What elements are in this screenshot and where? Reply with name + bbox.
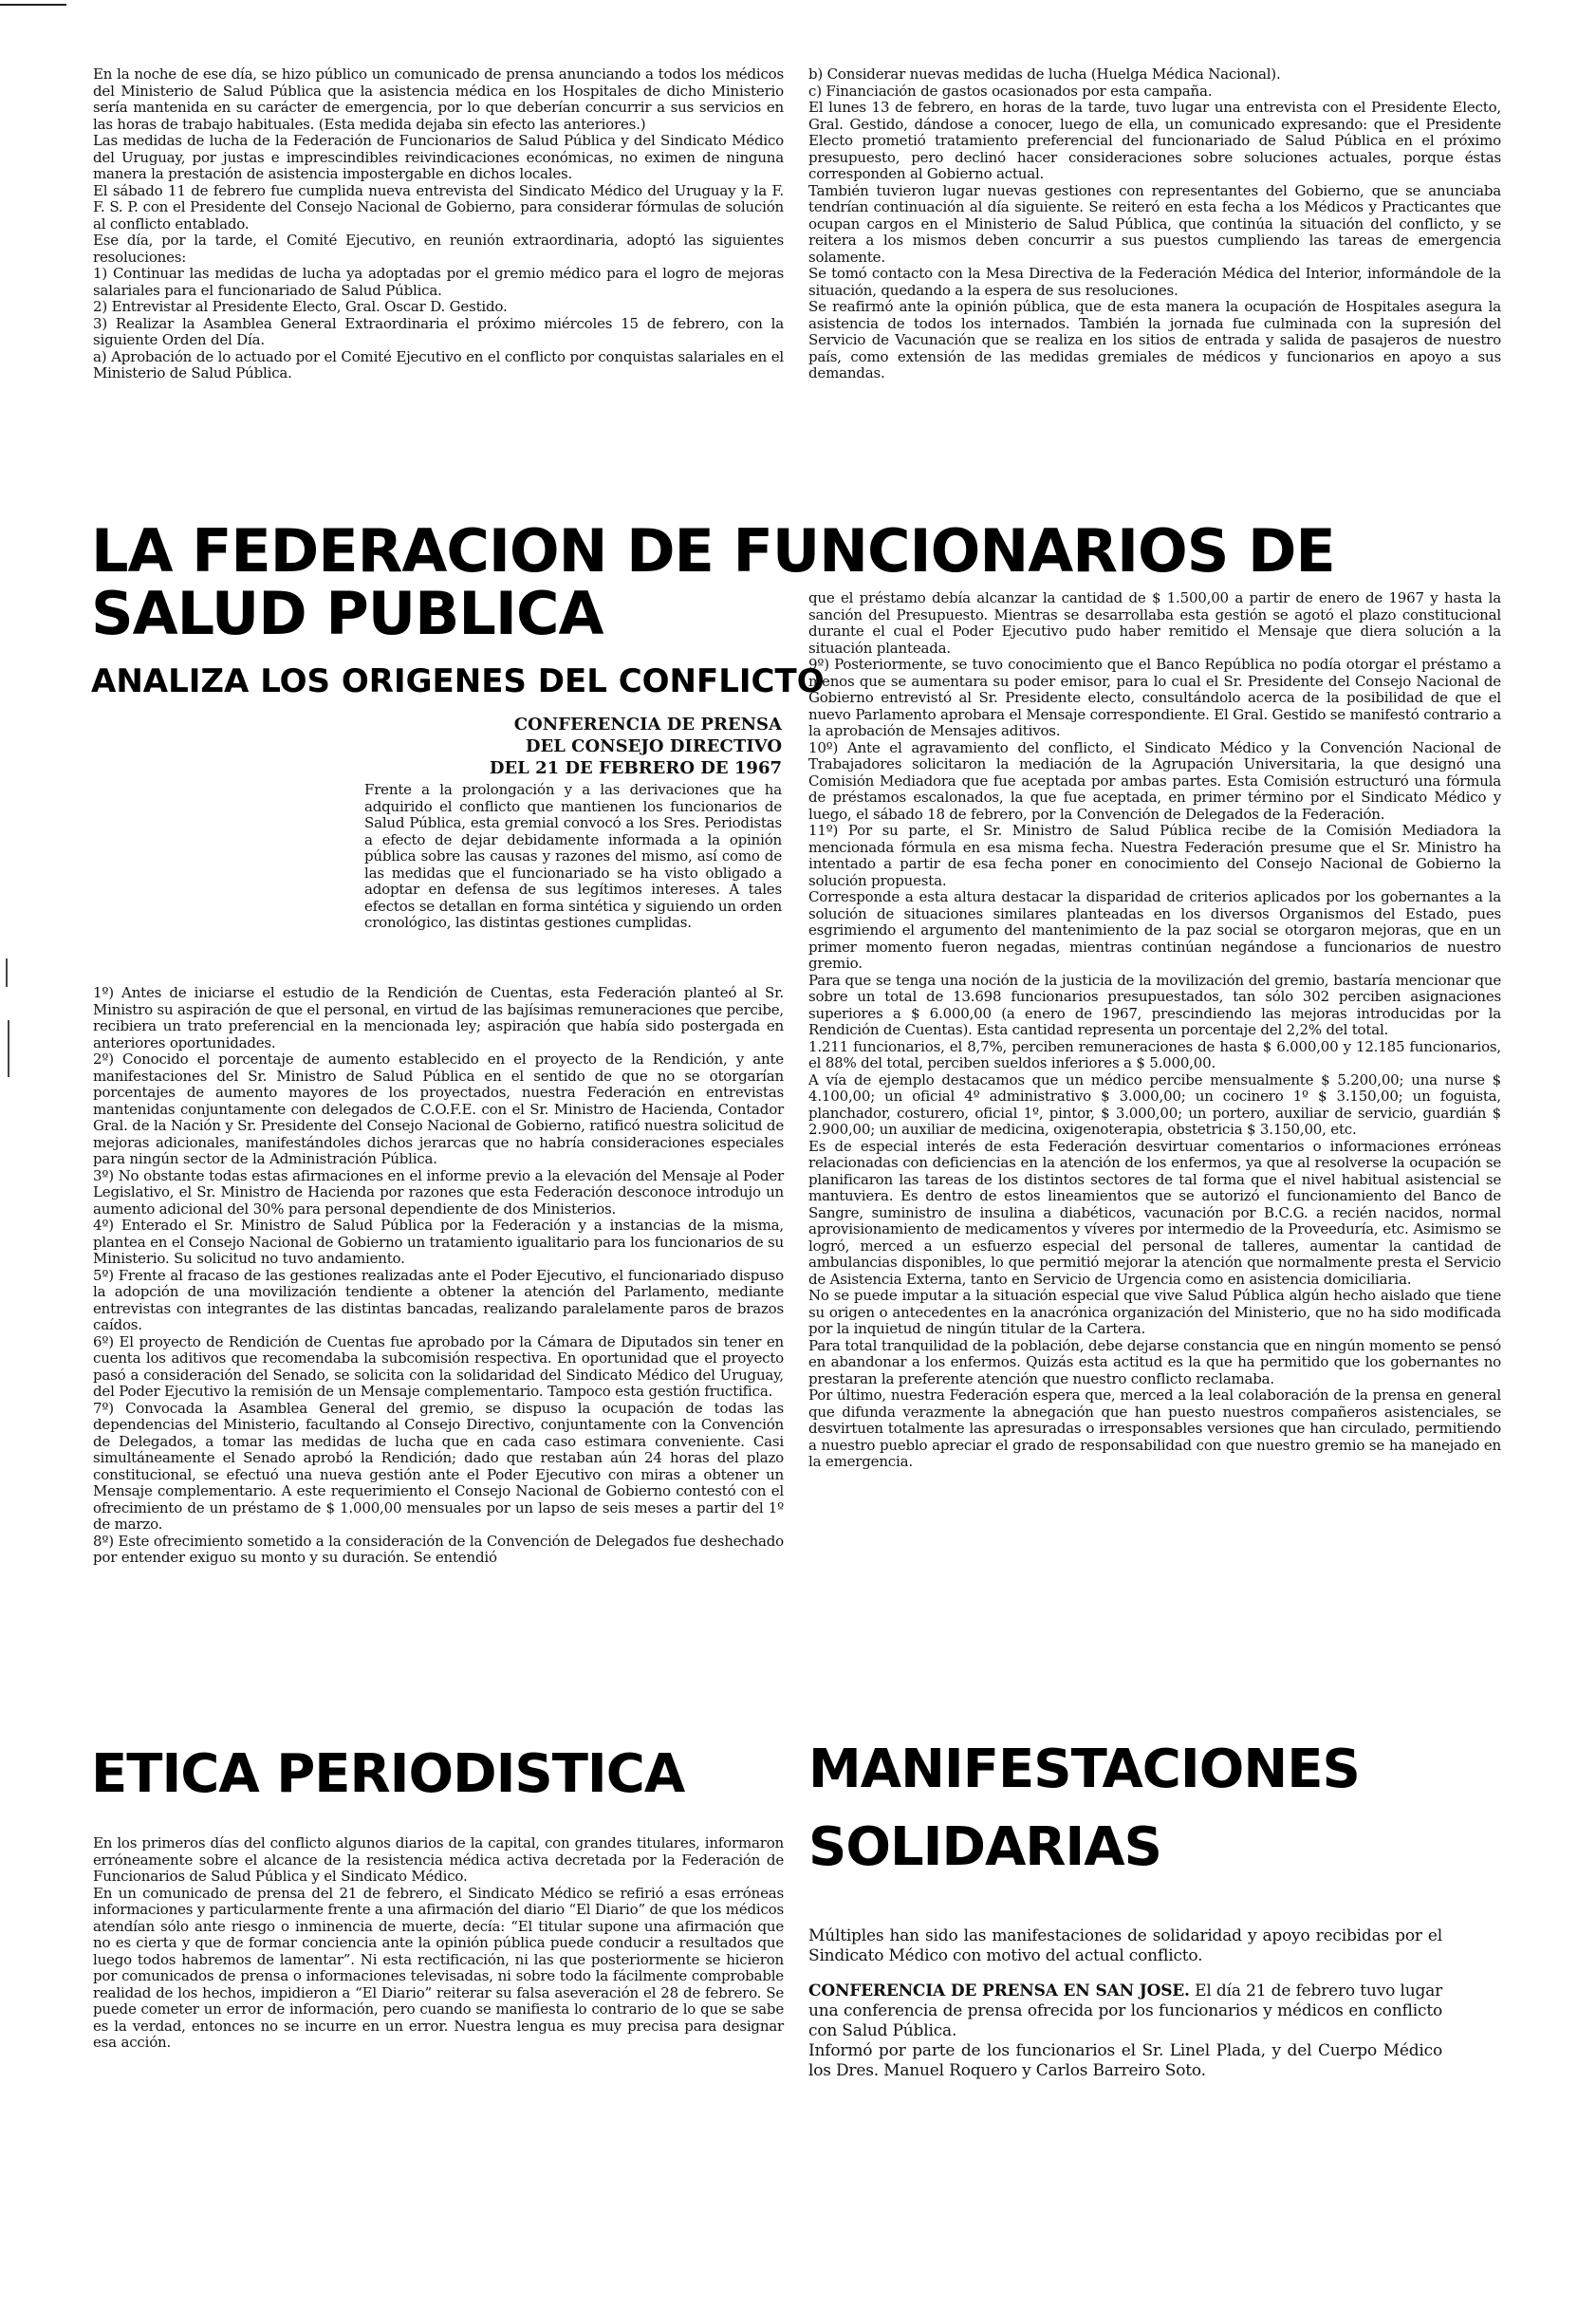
numbered-paragraph: 1º) Antes de iniciarse el estudio de la Rendición de Cuentas, esta Federación planteó al Sr. Ministro su aspiración de que el personal, en virtud de las bajísimas remuneraciones que percibe, recibiera un trato preferencial en la mencionada ley; aspiración que había sido postergada en anteriores oportunidades. — [93, 984, 784, 1051]
paragraph: En la noche de ese día, se hizo público un comunicado de prensa anunciando a todos los médicos del Ministerio de Salud Pública que la asistencia médica en los Hospitales de dicho Ministerio sería mantenida en su carácter de emergencia, por lo que deberían concurrir a sus servicios en las horas de trabajo habituales. (Esta medida dejaba sin efecto las anteriores.) — [93, 65, 784, 133]
paragraph: También tuvieron lugar nuevas gestiones con representantes del Gobierno, que se anunciaba tendrían continuación al día siguiente. Se reiteró en esta fecha a los Médicos y Practicantes que ocupan cargos en el Ministerio de Salud Pública, que continúa la situación del conflicto, y se reitera a los mismos deben concurrir a sus puestos cumpliendo las tareas de emergencia solamente. — [808, 181, 1501, 266]
top-left-column — [93, 66, 784, 382]
manifestaciones-body — [808, 1926, 1442, 2081]
federacion-right-column — [808, 590, 1501, 1471]
paragraph: 1.211 funcionarios, el 8,7%, perciben remuneraciones de hasta $ 6.000,00 y 12.185 funcionarios, el 88% del total, perciben sueldos inferiores a $ 5.000,00. — [808, 1037, 1501, 1071]
federacion-intro: Frente a la prolongación y a las derivaciones que ha adquirido el conflicto que mantienen los funcionarios de Salud Pública, esta gremial convocó a los Sres. Periodistas a efecto de dejar debidamente informada a la opinión pública sobre las causas y razones del mismo, así como de las medidas que el funcionariado se ha visto obligado a adoptar en defensa de sus legítimos intereses. A tales efectos se detallan en forma sintética y siguiendo un orden cronológico, las distintas gestiones cumplidas. — [364, 781, 782, 931]
etica-body — [93, 1835, 784, 2052]
margin-mark — [8, 1020, 9, 1077]
paragraph: Es de especial interés de esta Federación desvirtuar comentarios o informaciones erróneas relacionadas con deficiencias en la atención de los enfermos, ya que al resolverse la ocupación se planificaron las tareas de los distintos sectores de tal forma que el nivel habitual asistencial se mantuviera. Es dentro de estos lineamientos que se autorizó el funcionamiento del Banco de Sangre, suministro de insulina a diabéticos, vacunación por B.C.G. a recién nacidos, normal aprovisionamiento de medicamentos y víveres por intermedio de la Proveeduría, etc. Asimismo se logró, merced a un esfuerzo especial del personal de talleres, aumentar la cantidad de ambulancias disponibles, lo que permitió mejorar la atención que normalmente presta el Servicio de Asistencia Externa, tanto en Servicio de Urgencia como en asistencia domiciliaria. — [808, 1137, 1501, 1288]
numbered-paragraph: 7º) Convocada la Asamblea General del gremio, se dispuso la ocupación de todas las dependencias del Ministerio, facultando al Consejo Directivo, conjuntamente con la Convención de Delegados, a tomar las medidas de lucha que en cada caso estimara conveniente. Casi simultáneamente el Senado aprobó la Rendición; dado que restaban aún 24 horas del plazo constitucional, se efectuó una nueva gestión ante el Poder Ejecutivo con miras a obtener un Mensaje complementario. A este requerimiento el Consejo Nacional de Gobierno contestó con el ofrecimiento de un préstamo de $ 1.000,00 mensuales por un lapso de seis meses a partir del 1º de marzo. — [93, 1399, 784, 1533]
paragraph: A vía de ejemplo destacamos que un médico percibe mensualmente $ 5.200,00; una nurse $ 4.100,00; un oficial 4º administrativo $ 3.000,00; un cocinero 1º $ 3.150,00; un foguista, planchador, costurero, oficial 1º, pintor, $ 3.000,00; un portero, auxiliar de servicio, guardián $ 2.900,00; un auxiliar de medicina, oxigenoterapia, obstetricia $ 3.150,00, etc. — [808, 1070, 1501, 1138]
conference-label: CONFERENCIA DE PRENSA EN SAN JOSE. — [808, 1981, 1190, 2000]
paragraph: 11º) Por su parte, el Sr. Ministro de Salud Pública recibe de la Comisión Mediadora la mencionada fórmula en esa misma fecha. Nuestra Federación presume que el Sr. Ministro ha intentado a partir de esa fecha poner en conocimiento del Consejo Nacional de Gobierno la solución propuesta. — [808, 822, 1501, 889]
paragraph: que el préstamo debía alcanzar la cantidad de $ 1.500,00 a partir de enero de 1967 y hasta la sanción del Presupuesto. Mientras se desarrollaba esta gestión se agotó el plazo constitucional durante el cual el Poder Ejecutivo pudo haber remitido el Mensaje que diera solución a la situación planteada. — [808, 589, 1501, 657]
manifestaciones-title-line2: SOLIDARIAS — [808, 1816, 1161, 1878]
top-right-column — [808, 66, 1501, 382]
paragraph: b) Considerar nuevas medidas de lucha (Huelga Médica Nacional). — [808, 65, 1281, 83]
paragraph: No se puede imputar a la situación especial que vive Salud Pública algún hecho aislado que tiene su origen o antecedentes en la anacrónica organización del Ministerio, que no ha sido modificada por la inquietud de ningún titular de la Cartera. — [808, 1287, 1501, 1337]
numbered-paragraph: 2º) Conocido el porcentaje de aumento establecido en el proyecto de la Rendición, y ante manifestaciones del Sr. Ministro de Salud Pública en el sentido de que no se otorgarían porcentajes de aumento mayores de los proyectados, nuestra Federación en entrevistas mantenidas conjuntamente con delegados de C.O.F.E. con el Sr. Ministro de Hacienda, Contador Gral. de la Nación y Sr. Presidente del Consejo Nacional de Gobierno, ratificó nuestra solicitud de mejoras adicionales, manifestándoles dichos jerarcas que no habría consideraciones especiales para ningún sector de la Administración Pública. — [93, 1051, 784, 1167]
paragraph: El lunes 13 de febrero, en horas de la tarde, tuvo lugar una entrevista con el Presidente Electo, Gral. Gestido, dándose a conocer, luego de ella, un comunicado expresando: que el Presidente Electo prometió tratamiento preferencial del funcionariado de Salud Pública en el próximo presupuesto, pero declinó hacer consideraciones sobre soluciones actuales, porque éstas corresponden al Gobierno actual. — [808, 99, 1501, 182]
paragraph: Las medidas de lucha de la Federación de Funcionarios de Salud Pública y del Sindicato Médico del Uruguay, por justas e imprescindibles reivindicaciones económicas, no eximen de ninguna manera la prestación de asistencia impostergable en dichos locales. — [93, 132, 784, 182]
numbered-paragraph: 5º) Frente al fracaso de las gestiones realizadas ante el Poder Ejecutivo, el funcionariado dispuso la adopción de una movilización tendiente a obtener la atención del Parlamento, mediante entrevistas con integrantes de las distintas bancadas, realizando paralelamente paros de brazos caídos. — [93, 1266, 784, 1333]
paragraph: c) Financiación de gastos ocasionados por esta campaña. — [808, 82, 1213, 100]
federacion-title-line2: SALUD PUBLICA — [91, 579, 603, 648]
numbered-paragraph: 3º) No obstante todas estas afirmaciones en el informe previo a la elevación del Mensaje al Poder Legislativo, el Sr. Ministro de Hacienda por razones que esta Federación desconoce introdujo un aumento adicional del 30% para personal dependiente de dos Ministerios. — [93, 1166, 784, 1218]
paragraph: 1) Continuar las medidas de lucha ya adoptadas por el gremio médico para el logro de mejoras salariales para el funcionariado de Salud Pública. — [93, 265, 784, 299]
paragraph: Ese día, por la tarde, el Comité Ejecutivo, en reunión extraordinaria, adoptó las siguientes resoluciones: — [93, 232, 784, 266]
margin-mark — [6, 958, 8, 987]
paragraph: En los primeros días del conflicto algunos diarios de la capital, con grandes titulares, informaron erróneamente sobre el alcance de la resistencia médica activa decretada por la Federación de Funcionarios de Salud Pública y el Sindicato Médico. — [93, 1834, 784, 1885]
manifestaciones-title-line1: MANIFESTACIONES — [808, 1739, 1360, 1800]
numbered-paragraph: 6º) El proyecto de Rendición de Cuentas fue aprobado por la Cámara de Diputados sin tener en cuenta los aditivos que recomendaba la subcomisión respectiva. En oportunidad que el proyecto pasó a consideración del Senado, se solicita con la solidaridad del Sindicato Médico del Uruguay, del Poder Ejecutivo la remisión de un Mensaje complementario. Tampoco esta gestión fructifica. — [93, 1332, 784, 1400]
federacion-subtitle: ANALIZA LOS ORIGENES DEL CONFLICTO — [91, 662, 825, 700]
paragraph: 9º) Posteriormente, se tuvo conocimiento que el Banco República no podía otorgar el préstamo a menos que se aumentara su poder emisor, para lo cual el Sr. Presidente del Consejo Nacional de Gobierno entrevistó al Sr. Presidente electo, consultándolo acerca de la posibilidad de que el nuevo Parlamento aprobara el Mensaje correspondiente. El Gral. Gestido se manifestó contrario a la aprobación de Mensajes aditivos. — [808, 656, 1501, 739]
conference-paragraph — [808, 1981, 1442, 2041]
federacion-left-column — [93, 985, 784, 1567]
paragraph: Múltiples han sido las manifestaciones de solidaridad y apoyo recibidas por el Sindicato Médico con motivo del actual conflicto. — [808, 1926, 1442, 1965]
conference-heading: CONFERENCIA DE PRENSA DEL CONSEJO DIRECTIVO DEL 21 DE FEBRERO DE 1967 — [489, 715, 782, 778]
paragraph: 10º) Ante el agravamiento del conflicto, el Sindicato Médico y la Convención Nacional de Trabajadores solicitaron la mediación de la Agrupación Universitaria, la que designó una Comisión Mediadora que fue aceptada por ambas partes. Esta Comisión estructuró una fórmula de préstamos escalonados, la que fue aceptada, en primer término por el Sindicato Médico y luego, el sábado 18 de febrero, por la Convención de Delegados de la Federación. — [808, 738, 1501, 823]
paragraph: Se tomó contacto con la Mesa Directiva de la Federación Médica del Interior, informándole de la situación, quedando a la espera de sus resoluciones. — [808, 265, 1501, 299]
paragraph: Informó por parte de los funcionarios el Sr. Linel Plada, y del Cuerpo Médico los Dres. Manuel Roquero y Carlos Barreiro Soto. — [808, 2041, 1442, 2080]
paragraph: Por último, nuestra Federación espera que, merced a la leal colaboración de la prensa en general que difunda verazmente la abnegación que han puesto nuestros compañeros asistenciales, se desvirtuen totalmente las apresuradas o irresponsables versiones que han circulado, permitiendo a nuestro pueblo apreciar el grado de responsabilidad con que nuestro gremio se ha manejado en la emergencia. — [808, 1386, 1501, 1470]
federacion-title-line1: LA FEDERACION DE FUNCIONARIOS DE — [91, 516, 1335, 586]
corner-rule — [0, 4, 66, 6]
paragraph: Para total tranquilidad de la población, debe dejarse constancia que en ningún momento se pensó en abandonar a los enfermos. Quizás esta actitud es la que ha permitido que los gobernantes no prestaran la preferente atención que nuestro conflicto reclamaba. — [808, 1336, 1501, 1387]
conference-text: El día 21 de febrero tuvo lugar una conferencia de prensa ofrecida por los funcionarios y médicos en conflicto con Salud Pública. — [808, 1981, 1442, 2040]
paragraph: Corresponde a esta altura destacar la disparidad de criterios aplicados por los gobernantes a la solución de situaciones similares planteadas en los diversos Organismos del Estado, pues esgrimiendo el argumento del mantenimiento de la paz social se otorgaron mejoras, que en un primer momento fueron negadas, mientras continúan negándose a funcionarios de nuestro gremio. — [808, 888, 1501, 972]
paragraph: Se reafirmó ante la opinión pública, que de esta manera la ocupación de Hospitales asegura la asistencia de todos los internados. También la jornada fue culminada con la supresión del Servicio de Vacunación que se realiza en los sitios de entrada y salida de pasajeros de nuestro país, como extensión de las medidas gremiales de médicos y funcionarios en apoyo a sus demandas. — [808, 298, 1501, 381]
etica-title: ETICA PERIODISTICA — [91, 1743, 685, 1805]
paragraph: 3) Realizar la Asamblea General Extraordinaria el próximo miércoles 15 de febrero, con la siguiente Orden del Día. — [93, 314, 784, 348]
paragraph: a) Aprobación de lo actuado por el Comité Ejecutivo en el conflicto por conquistas salariales en el Ministerio de Salud Pública. — [93, 347, 784, 381]
numbered-paragraph: 8º) Este ofrecimiento sometido a la consideración de la Convención de Delegados fue deshechado por entender exiguo su monto y su duración. Se entendió — [93, 1532, 784, 1566]
paragraph: Para que se tenga una noción de la justicia de la movilización del gremio, bastaría mencionar que sobre un total de 13.698 funcionarios presupuestados, tan sólo 302 perciben asignaciones superiores a $ 6.000,00 (a enero de 1967, prescindiendo las mejoras introducidas por la Rendición de Cuentas). Esta cantidad representa un porcentaje del 2,2% del total. — [808, 971, 1501, 1038]
paragraph: En un comunicado de prensa del 21 de febrero, el Sindicato Médico se refirió a esas erróneas informaciones y particularmente frente a una afirmación del diario “El Diario” de que los médicos atendían sólo ante riesgo o inminencia de muerte, decía: “El titular supone una afirmación que no es cierta y que de formar conciencia ante la opinión pública puede conducir a resultados que luego todos habremos de lamentar”. Ni esta rectificación, ni las que posteriormente se hicieron por comunicados de prensa o informaciones televisadas, ni sobre todo la fácilmente comprobable realidad de los hechos, impidieron a “El Diario” reiterar su falsa aseveración el 28 de febrero. Se puede cometer un error de información, pero cuando se manifiesta lo contrario de lo que se sabe es la verdad, entonces no se incurre en un error. Nuestra lengua es muy precisa para designar esa acción. — [93, 1884, 784, 2051]
numbered-paragraph: 4º) Enterado el Sr. Ministro de Salud Pública por la Federación y a instancias de la misma, plantea en el Consejo Nacional de Gobierno un tratamiento igualitario para los funcionarios de su Ministerio. Su solicitud no tuvo andamiento. — [93, 1217, 784, 1267]
paragraph: El sábado 11 de febrero fue cumplida nueva entrevista del Sindicato Médico del Uruguay y la F. F. S. P. con el Presidente del Consejo Nacional de Gobierno, para considerar fórmulas de solución al conflicto entablado. — [93, 181, 784, 233]
paragraph: 2) Entrevistar al Presidente Electo, Gral. Oscar D. Gestido. — [93, 298, 508, 315]
